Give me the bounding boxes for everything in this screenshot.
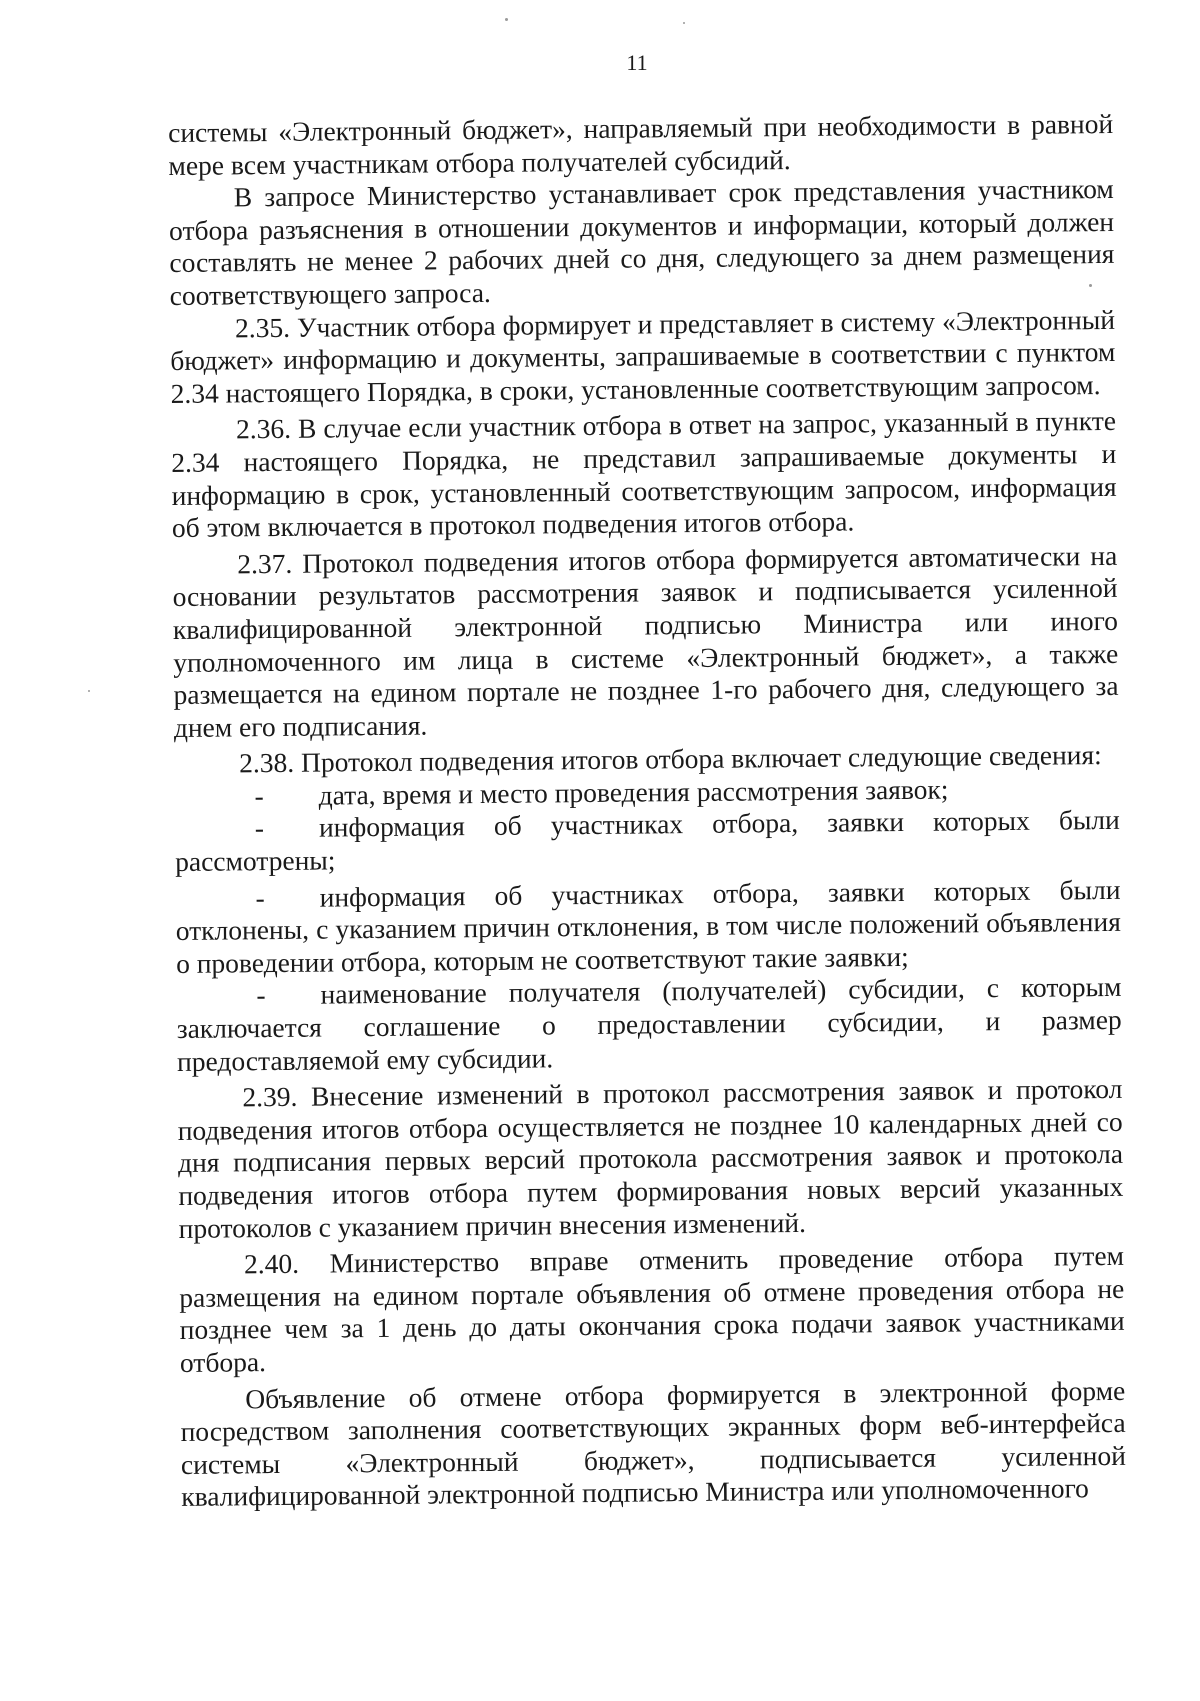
- paragraph-2-37: 2.37. Протокол подведения итогов отбора формируется автоматически на основании результатов рассмотрения заявок и подписывается усиленной квалифицированной электронной подписью Министра или иного уполномоченного им лица в системе «Электронный бюджет», а также размещается на едином портале не позднее 1-го рабочего дня, следующего за днем его подписания.: [172, 539, 1119, 743]
- scan-speck: [505, 18, 508, 21]
- scan-speck: [1089, 284, 1092, 287]
- page-number: 11: [626, 50, 648, 75]
- paragraph-continuation: системы «Электронный бюджет», направляемый при необходимости в равной мере всем участникам отбора получателей субсидий.: [168, 107, 1114, 181]
- paragraph-2-39: 2.39. Внесение изменений в протокол рассмотрения заявок и протокол подведения итогов отбора осуществляется не позднее 10 календарных дней со дня подписания первых версий протокола рассмотрения заявок и протокола подведения итогов отбора путем формирования новых версий указанных протоколов с указанием причин внесения изменений.: [177, 1073, 1124, 1244]
- list-item-reviewed-participants: - информация об участниках отбора, заявки которых были рассмотрены;: [174, 804, 1120, 878]
- paragraph-2-35: 2.35. Участник отбора формирует и представляет в систему «Электронный бюджет» информацию и документы, запрашиваемые в соответствии с пунктом 2.34 настоящего Порядка, в сроки, установленные соответствующим запросом.: [170, 303, 1116, 409]
- paragraph-2-38: 2.38. Протокол подведения итогов отбора включает следующие сведения:: [239, 739, 1102, 779]
- document-body: [168, 108, 1126, 1514]
- paragraph-2-40: 2.40. Министерство вправе отменить проведение отбора путем размещения на едином портале объявления об отмене проведения отбора не позднее чем за 1 день до даты окончания срока подачи заявок участниками отбора.: [179, 1240, 1125, 1378]
- paragraph-cancellation-notice: Объявление об отмене отбора формируется в электронной форме посредством заполнения соответствующих экранных форм веб-интерфейса системы «Электронный бюджет», подписывается усиленной квалифицированной электронной подписью Министра или уполномоченного: [180, 1374, 1127, 1513]
- scan-speck: [88, 690, 90, 692]
- scan-speck: [683, 22, 685, 24]
- paragraph-request-deadline: В запросе Министерство устанавливает срок представления участником отбора разъяснения в отношении документов и информации, который должен составлять не менее 2 рабочих дней со дня, следующего за днем размещения соответствующего запроса.: [168, 173, 1115, 311]
- list-item-date-time-place: - дата, время и место проведения рассмотрения заявок;: [254, 773, 949, 812]
- list-item-subsidy-recipient: - наименование получателя (получателей) субсидии, с которым заключается соглашение о предоставлении субсидии, и размер предоставляемой ему субсидии.: [176, 971, 1122, 1077]
- list-item-rejected-participants: - информация об участниках отбора, заявки которых были отклонены, с указанием причин отклонения, в том числе положений объявления о проведении отбора, которым не соответствуют такие заявки;: [175, 873, 1121, 979]
- paragraph-2-36: 2.36. В случае если участник отбора в ответ на запрос, указанный в пункте 2.34 настоящего Порядка, не представил запрашиваемые документы и информацию в срок, установленный соответствующим запросом, информация об этом включается в протокол подведения итогов отбора.: [171, 405, 1117, 544]
